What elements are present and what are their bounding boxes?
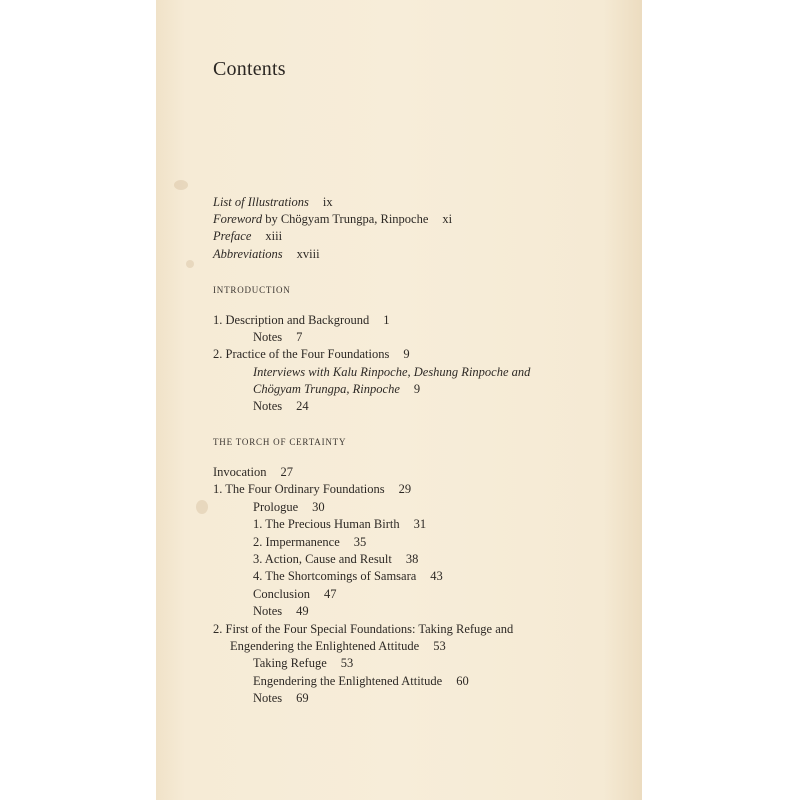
entry-label: Notes bbox=[253, 691, 283, 705]
entry-page: ix bbox=[322, 195, 333, 209]
entry-label: 4. The Shortcomings of Samsara bbox=[253, 569, 417, 583]
entry-label: 3. Action, Cause and Result bbox=[253, 552, 392, 566]
page-stain bbox=[186, 260, 194, 268]
entry-label: Invocation bbox=[213, 465, 267, 479]
toc-entry-list-of-illustrations bbox=[213, 194, 333, 210]
entry-label-rest: by Chögyam Trungpa, Rinpoche bbox=[262, 212, 429, 226]
toc-entry-notes bbox=[253, 398, 309, 414]
entry-page: xi bbox=[442, 212, 453, 226]
entry-label: List of Illustrations bbox=[213, 195, 309, 209]
entry-label: Notes bbox=[253, 330, 283, 344]
entry-label: Notes bbox=[253, 399, 283, 413]
entry-label: 1. The Four Ordinary Foundations bbox=[213, 482, 385, 496]
entry-label: 1. Description and Background bbox=[213, 313, 370, 327]
entry-page: 9 bbox=[403, 347, 410, 361]
entry-label: Prologue bbox=[253, 500, 299, 514]
toc-entry-notes bbox=[253, 690, 309, 706]
entry-label: 2. Practice of the Four Foundations bbox=[213, 347, 390, 361]
entry-label: Foreword bbox=[213, 212, 263, 226]
entry-page: 27 bbox=[280, 465, 293, 479]
entry-page: 49 bbox=[296, 604, 309, 618]
toc-entry-foreword bbox=[213, 211, 452, 227]
toc-entry-enlightened-attitude bbox=[253, 673, 469, 689]
entry-label: Preface bbox=[213, 229, 252, 243]
entry-page: 53 bbox=[433, 639, 446, 653]
section-heading-introduction: INTRODUCTION bbox=[213, 285, 291, 295]
entry-page: 31 bbox=[413, 517, 427, 531]
section-heading-torch-of-certainty: THE TORCH OF CERTAINTY bbox=[213, 437, 347, 447]
toc-entry-chapter-continued bbox=[230, 638, 446, 654]
entry-page: 1 bbox=[383, 313, 390, 327]
entry-page: 35 bbox=[353, 535, 367, 549]
toc-entry-chapter bbox=[213, 621, 513, 637]
entry-page: 29 bbox=[398, 482, 412, 496]
entry-label: 2. First of the Four Special Foundations: Taking Refuge and bbox=[213, 622, 514, 636]
entry-label: Conclusion bbox=[253, 587, 310, 601]
entry-label: Taking Refuge bbox=[253, 656, 327, 670]
entry-page: 47 bbox=[323, 587, 337, 601]
toc-entry-preface bbox=[213, 228, 282, 244]
entry-label: Engendering the Enlightened Attitude bbox=[253, 674, 443, 688]
entry-page: 69 bbox=[296, 691, 309, 705]
entry-page: 9 bbox=[413, 382, 421, 396]
entry-page: xiii bbox=[265, 229, 283, 243]
entry-label: Chögyam Trungpa, Rinpoche bbox=[253, 382, 400, 396]
toc-entry-subsection bbox=[253, 516, 426, 532]
toc-entry-chapter bbox=[213, 346, 410, 362]
toc-entry-subsection bbox=[253, 551, 418, 567]
toc-entry-subsection bbox=[253, 568, 443, 584]
toc-entry-notes bbox=[253, 603, 309, 619]
toc-entry-subsection bbox=[253, 534, 366, 550]
toc-entry-taking-refuge bbox=[253, 655, 353, 671]
entry-page: xviii bbox=[296, 247, 320, 261]
entry-page: 30 bbox=[312, 500, 325, 514]
entry-page: 24 bbox=[296, 399, 309, 413]
entry-page: 38 bbox=[405, 552, 419, 566]
toc-entry-notes bbox=[253, 329, 302, 345]
entry-page: 43 bbox=[430, 569, 443, 583]
toc-entry-interviews bbox=[253, 364, 530, 380]
toc-entry-conclusion bbox=[253, 586, 336, 602]
toc-entry-chapter bbox=[213, 481, 411, 497]
page-stain bbox=[196, 500, 208, 514]
entry-page: 7 bbox=[296, 330, 303, 344]
book-page bbox=[156, 0, 642, 800]
page-title: Contents bbox=[213, 58, 286, 80]
entry-label: 1. The Precious Human Birth bbox=[253, 517, 400, 531]
entry-label: Abbreviations bbox=[213, 247, 283, 261]
toc-entry-chapter bbox=[213, 312, 389, 328]
toc-entry-interviews-continued bbox=[253, 381, 420, 397]
entry-label: 2. Impermanence bbox=[253, 535, 340, 549]
entry-label: Notes bbox=[253, 604, 283, 618]
entry-page: 60 bbox=[456, 674, 469, 688]
page-stain bbox=[174, 180, 188, 190]
toc-entry-invocation bbox=[213, 464, 293, 480]
toc-entry-prologue bbox=[253, 499, 325, 515]
entry-label: Engendering the Enlightened Attitude bbox=[230, 639, 420, 653]
toc-entry-abbreviations bbox=[213, 246, 320, 262]
entry-label: Interviews with Kalu Rinpoche, Deshung Rinpoche and bbox=[253, 365, 531, 379]
entry-page: 53 bbox=[340, 656, 354, 670]
